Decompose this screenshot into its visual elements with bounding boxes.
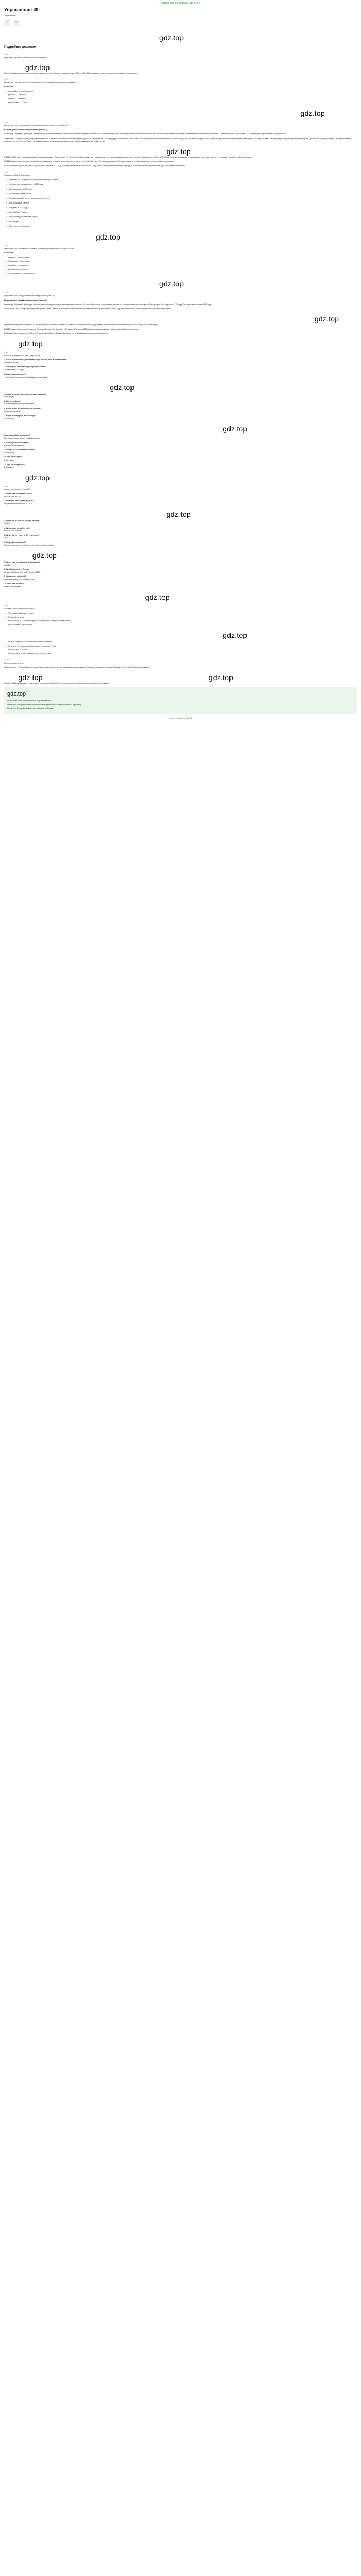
qa-list bbox=[4, 493, 357, 588]
step-label: 1 шаг bbox=[4, 53, 9, 56]
list-item: — profound — глубокий bbox=[8, 94, 357, 97]
qa-item bbox=[4, 575, 357, 581]
watermark: gdz.top bbox=[159, 279, 184, 288]
watermark-row bbox=[4, 629, 357, 640]
watermark: gdz.top bbox=[32, 551, 57, 560]
qa-item bbox=[4, 520, 357, 526]
qa-item bbox=[4, 527, 357, 533]
list-item: — the Caucasus — Кавказ bbox=[8, 101, 357, 105]
watermark: gdz.top bbox=[18, 339, 43, 348]
answer: He was born in 1795. bbox=[4, 495, 22, 498]
watermark: gdz.top bbox=[159, 33, 184, 42]
list-item: — to prove — доказать bbox=[8, 98, 357, 101]
answer: In 1828. bbox=[4, 564, 11, 566]
answer-box-label: gdz.top bbox=[7, 691, 26, 698]
watermark-row bbox=[4, 590, 357, 602]
solution-heading: Подробное решение bbox=[4, 46, 36, 49]
qa-item bbox=[4, 500, 357, 505]
question: 6. Какой была его должность в Персии? bbox=[4, 407, 41, 410]
top-banner[interactable]: Ищите нас по запросу ГДЗ ТОП bbox=[161, 2, 200, 5]
watermark: gdz.top bbox=[223, 631, 248, 640]
list-item: — He was a very successful diplomat and returned to Persia. bbox=[8, 645, 357, 648]
qa-list bbox=[4, 359, 357, 469]
variant-label: ВАРИАНТ 1 bbox=[4, 86, 15, 88]
list-item: • Он уехал в 1828 году. bbox=[9, 207, 357, 210]
answer: В 1828 году. bbox=[4, 451, 15, 454]
step-label: 9 шаг bbox=[4, 604, 9, 607]
step-label: 2 шаг bbox=[4, 78, 9, 80]
question: 9. Where was he buried? bbox=[4, 575, 26, 578]
watermark: gdz.top bbox=[166, 147, 191, 156]
answer: He participated in the war of 1812. bbox=[4, 502, 32, 505]
qa-item bbox=[4, 434, 357, 440]
watermark-row bbox=[4, 337, 357, 348]
watermark: gdz.top bbox=[18, 673, 43, 682]
answer: В Тифлисе. bbox=[4, 466, 14, 469]
paragraph: Александр Сергеевич Грибоедов был военным офицером и преуспевающим дипломатом. Он также был очень талантливым поэтом, его пьеса стала классикой русской литературы. Он родился в 1795 году. Был участником войны 1812 года. bbox=[4, 303, 212, 306]
step-text: Прочитаем текст и выделим ключевые выражения для выполнения (часть 1) bbox=[4, 124, 69, 126]
qa-item bbox=[4, 568, 357, 574]
question: 10. Когда его назначили послом? bbox=[4, 449, 35, 451]
toolbar bbox=[4, 20, 357, 26]
qa-item bbox=[4, 393, 357, 399]
watermark-row bbox=[4, 107, 357, 118]
paragraph: Я считаю, что Грибоедов был не только известным писателем, но и выдающимся дипломатом. Его вклад в развитие отношений между Россией и Персией очень важен. bbox=[4, 666, 151, 669]
list-item: — suspicion — подозрение bbox=[8, 264, 357, 267]
paragraph: I think that Griboyedov wasn't only a writer, he was also a diplomat. He made a great contribution to the development of relations. bbox=[4, 682, 110, 684]
qa-item bbox=[4, 583, 357, 588]
events-list bbox=[4, 179, 357, 228]
paragraph: Александр Сергеевич Грибоедов, знаменитый российский дипломат и писатель, был многогранной личностью. Он получил глубокие знания в различных науках и хорошо знал несколько иностранных языков. Этот талантливейший поэт и писатель — написал пьесу «Горе от ума» — и выдающийся дипломат в истории России. bbox=[4, 133, 287, 135]
paragraph: После войны в 1816 году Грибоедов вернулся в Санкт-Петербург и поступил на службу в Министерство иностранных дел. В 1818 году он был назначен секретарём российской миссии в Персии. bbox=[4, 308, 172, 310]
watermark-row bbox=[4, 671, 357, 682]
answer: Ему было 11 лет. bbox=[4, 361, 19, 364]
question: 8. What happened in Tehran? bbox=[4, 568, 30, 571]
list-item: • Его смерть. bbox=[9, 221, 357, 224]
watermark-row bbox=[4, 549, 357, 560]
watermark-row bbox=[4, 507, 357, 519]
list-item: — a contemporary — современник bbox=[8, 272, 357, 275]
paragraph: В 1806 году он начал изучать литературу в Московском университете и получил первую степень к 1808 году. Он продолжил свою «Молодая гвардия» и «Верная семья», изучая право и математику. bbox=[4, 160, 175, 163]
list-item: • Его отношение к войне. bbox=[9, 202, 357, 205]
watermark-row bbox=[4, 277, 357, 289]
footer[interactable]: gdz.top · страница 1 из 1 bbox=[169, 716, 192, 719]
step-text: Ответим на вопросы по тексту (вариант 1). bbox=[4, 354, 40, 357]
page-title: Упражнение 49 bbox=[4, 7, 39, 12]
qa-item bbox=[4, 408, 357, 413]
qa-item bbox=[4, 442, 357, 447]
answer: He was sent to Persia. bbox=[4, 530, 23, 532]
list-item: — He was suspected of involvement in the Decembrists. bbox=[8, 641, 357, 644]
list-item: • Его работа в Персии. bbox=[9, 211, 357, 214]
paragraph: В 1803—1805 годах он посещал самое Университетскую «Горе от ума». В 1806 году Грибоедов уже мог говорить и читать на нескольких языках. Он учился в Университете с 1806 по 1812 год и считался одним из лучших студентов, и также изучал к «Молодой гвардии» и «Верной семье». bbox=[4, 156, 253, 158]
paragraph: Грибоедов был похоронен в Тифлисе в монастыре Святого Давида. Его жена Нина Чавчавадзе поставила ему памятник. bbox=[4, 332, 109, 335]
question: 1. Сколько лет было Грибоедову, когда он поступил в университет? bbox=[4, 359, 68, 361]
qa-item bbox=[4, 400, 357, 406]
answer-line: I don't know that Griboyedov was a very talented man. bbox=[7, 700, 52, 702]
page-subtitle: Упражнение bbox=[4, 14, 16, 17]
qa-item bbox=[4, 456, 357, 462]
watermark: gdz.top bbox=[208, 673, 234, 682]
watermark-row bbox=[4, 422, 357, 433]
answer-box bbox=[4, 687, 357, 714]
paragraph: Работа в первом. Мы хорошо прочитали два текста (второй текст находится в упр. 51, стр. 36—37) и сделаем попытку выполнить, стоящих на нескольких ... bbox=[4, 72, 140, 74]
page bbox=[0, 0, 361, 726]
watermark: gdz.top bbox=[300, 109, 325, 117]
watermark: gdz.top bbox=[145, 592, 170, 601]
list-item: — majority — большинство bbox=[8, 257, 357, 260]
question: 6. Why was he arrested? bbox=[4, 541, 26, 544]
watermark: gdz.top bbox=[95, 232, 121, 241]
qa-item bbox=[4, 449, 357, 454]
question: 12. Где он похоронен? bbox=[4, 463, 25, 466]
watermark: gdz.top bbox=[223, 425, 248, 433]
question: 11. Где он был убит? bbox=[4, 456, 24, 459]
paragraph: В 1812 году он вступил в армию. Он участвовал в войне 1812 года против Наполеона, а затем, в 1817 году, начал свою дипломатическую карьеру в Министерстве иностранных дел, где позже стал советником. bbox=[4, 164, 185, 167]
answer: Nina Chavchavadze. bbox=[4, 585, 22, 588]
step-text: Составим план и перескажем текст. bbox=[4, 607, 35, 610]
paragraph: Он родился 4 января по ста дня рождения своих из известных. Некоторые историки утверждают, что он родился в 1795 году, другие считают, что это было в 1790 году. Мало что известно также о первых годах его обучения. Информацию о детских годах его жизни недоступна. Некоторые биографы считают, что Грибоедов получил образование в доме, где учились сами Грибоедовы, в сопровождении иностранных гувернеров. Ничего не зафиксировано в официальных документах, подтверждающих эту точку зрения. bbox=[4, 137, 351, 143]
question: 9. Почему его освободили? bbox=[4, 442, 30, 444]
list-item: • Его профессия в 1818 году. bbox=[9, 188, 357, 191]
question: 5. Где он работал? bbox=[4, 400, 22, 402]
watermark: gdz.top bbox=[110, 383, 135, 392]
question: 5. When did he return to St. Petersburg? bbox=[4, 534, 40, 536]
qa-item bbox=[4, 373, 357, 379]
qa-item bbox=[4, 493, 357, 498]
text-heading: Выдающийся российский дипломат (часть 2) bbox=[4, 299, 47, 302]
question: 2. Почему он не получил докторскую степень? bbox=[4, 366, 47, 368]
list-item: — He was asked to go to Persia. bbox=[8, 624, 357, 627]
list-item: • Его учёба в Университете. bbox=[9, 193, 357, 196]
question: 1. When was Griboyedov born? bbox=[4, 493, 32, 495]
answer: Секретарь миссии. bbox=[4, 410, 21, 413]
watermark-row bbox=[4, 230, 357, 242]
step-label: 6 шаг bbox=[4, 291, 9, 294]
step-text: Прочитаем текст, выделим ключевые моменты, выражений для выполнения (вариант 1) bbox=[4, 81, 79, 83]
text-heading: Выдающийся российский дипломат (часть 1) bbox=[4, 129, 47, 131]
step-text: Answer the questions (variant 2). bbox=[4, 488, 31, 490]
question: 2. What war did he participate in? bbox=[4, 500, 34, 502]
question: 3. Какие языки он знал? bbox=[4, 373, 26, 376]
paragraph: Грибоедов вернулся в Петербург в 1823 году, провёл время в Москве и на Кавказе. Был арестован по подозрению в участии в восстании декабристов, но вскоре был освобождён. bbox=[4, 324, 159, 326]
step-label: 8 шаг bbox=[4, 485, 9, 487]
question: 4. Where was he sent in 1818? bbox=[4, 527, 31, 529]
qa-item bbox=[4, 359, 357, 364]
answer: He was killed by a mob on 30 January 1829. bbox=[4, 571, 41, 573]
list-item: — He was killed in Tehran. bbox=[8, 649, 357, 652]
answer: По подозрению в связях с декабристами. bbox=[4, 437, 40, 439]
qa-item bbox=[4, 534, 357, 540]
question: 7. Когда он вернулся в Петербург? bbox=[4, 414, 36, 417]
answer: He was suspected of involvement in the Decembrist uprising. bbox=[4, 544, 55, 547]
answer: Французский, немецкий, английский, итальянский. bbox=[4, 376, 48, 379]
qa-item bbox=[4, 541, 357, 547]
watermark-row bbox=[4, 381, 357, 392]
vocab-list bbox=[4, 257, 357, 275]
answer: В 1817 году. bbox=[4, 396, 15, 398]
bookmark-icon[interactable]: ☆ bbox=[13, 20, 20, 26]
answer: In 1817. bbox=[4, 522, 11, 525]
step-text: Прочитаем текст и выделим ключевые выражения (часть 2) bbox=[4, 294, 55, 297]
watermark: gdz.top bbox=[314, 315, 339, 324]
qa-item bbox=[4, 561, 357, 567]
watermark: gdz.top bbox=[25, 473, 50, 482]
watermark-row bbox=[4, 471, 357, 482]
question: 8. За что он был арестован? bbox=[4, 434, 30, 437]
answer: В 1823 году. bbox=[4, 417, 15, 420]
watermark-row bbox=[4, 312, 357, 324]
list-item: — He joined the army. bbox=[8, 616, 357, 619]
watermark-row bbox=[4, 31, 357, 42]
question: 7. When was he appointed ambassador? bbox=[4, 561, 40, 564]
step-text: Основные события биографии bbox=[4, 174, 30, 176]
list-item: • Причины, по которым он не получил докторскую степень. bbox=[9, 179, 357, 182]
list-item: — The war with Napoleon began. bbox=[8, 612, 357, 615]
share-icon[interactable]: ⤴ bbox=[4, 20, 10, 26]
qa-item bbox=[4, 366, 357, 371]
qa-item bbox=[4, 415, 357, 420]
step-label: 4 шаг bbox=[4, 171, 9, 173]
step-label: 3 шаг bbox=[4, 121, 9, 123]
paragraph: В 1828 году он был назначен послом России в Персию. Он был убит в Тегеране 30 января 1829 года во время нападения толпы на российское посольство. bbox=[4, 328, 139, 330]
answer-line: I think that Griboyedov contributed to the development of Russian literature and diplomacy. bbox=[7, 703, 82, 706]
answer: Из-за войны 1812 года. bbox=[4, 368, 24, 371]
watermark-row bbox=[4, 61, 357, 72]
step-text: Прочитаем текст и выпишем ключевые выражения для выполнения второго текста. bbox=[4, 247, 75, 250]
answer: In the Monastery of St. David in Tiflis. bbox=[4, 578, 35, 581]
answer: In 1823. bbox=[4, 537, 11, 539]
watermark: gdz.top bbox=[25, 63, 50, 72]
answer-line: I think that Griboyedov's death was a tragedy for Russia. bbox=[7, 707, 54, 710]
list-item: — to behead — обезглавить bbox=[8, 260, 357, 263]
summary-list bbox=[4, 641, 357, 655]
step-label: 10 шаг bbox=[4, 658, 10, 661]
step-text: Прочитаем отрывок из учебника и начнём задание. bbox=[4, 56, 47, 59]
vocab-list bbox=[4, 90, 357, 105]
summary-list bbox=[4, 612, 357, 626]
watermark-row bbox=[4, 145, 357, 156]
list-item: • Он работал в Министерстве иностранных дел. bbox=[9, 197, 357, 200]
step-label: 5 шаг bbox=[4, 244, 9, 247]
list-item: — to contribute — вносить bbox=[8, 268, 357, 272]
answer: В Министерстве иностранных дел. bbox=[4, 403, 34, 405]
watermark: gdz.top bbox=[166, 510, 191, 518]
list-item: • Его работа дипломатом в Персии. bbox=[9, 216, 357, 219]
qa-item bbox=[4, 464, 357, 469]
list-item: — He was living in St. Petersburg and working in the Ministry of Foreign Affairs. bbox=[8, 620, 357, 623]
question: 4. Когда он начал дипломатическую карьеру? bbox=[4, 393, 46, 395]
list-item: • Место, где он похоронен. bbox=[9, 225, 357, 228]
variant-label: ВАРИАНТ 2 bbox=[4, 252, 15, 255]
step-text: Выскажем своё мнение. bbox=[4, 662, 25, 664]
step-label: 7 шаг bbox=[4, 351, 9, 353]
list-item: — many-sided — многогранный bbox=[8, 90, 357, 93]
answer: В Тегеране. bbox=[4, 459, 14, 462]
question: 3. When did he join the Foreign Ministry? bbox=[4, 519, 41, 522]
answer: Не было доказательств. bbox=[4, 444, 25, 447]
list-item: — He was buried in the Monastery of St. David in Tiflis. bbox=[8, 653, 357, 656]
list-item: • Он поступил в университет в 1802 году. bbox=[9, 183, 357, 187]
question: 10. Who was his wife? bbox=[4, 583, 24, 585]
